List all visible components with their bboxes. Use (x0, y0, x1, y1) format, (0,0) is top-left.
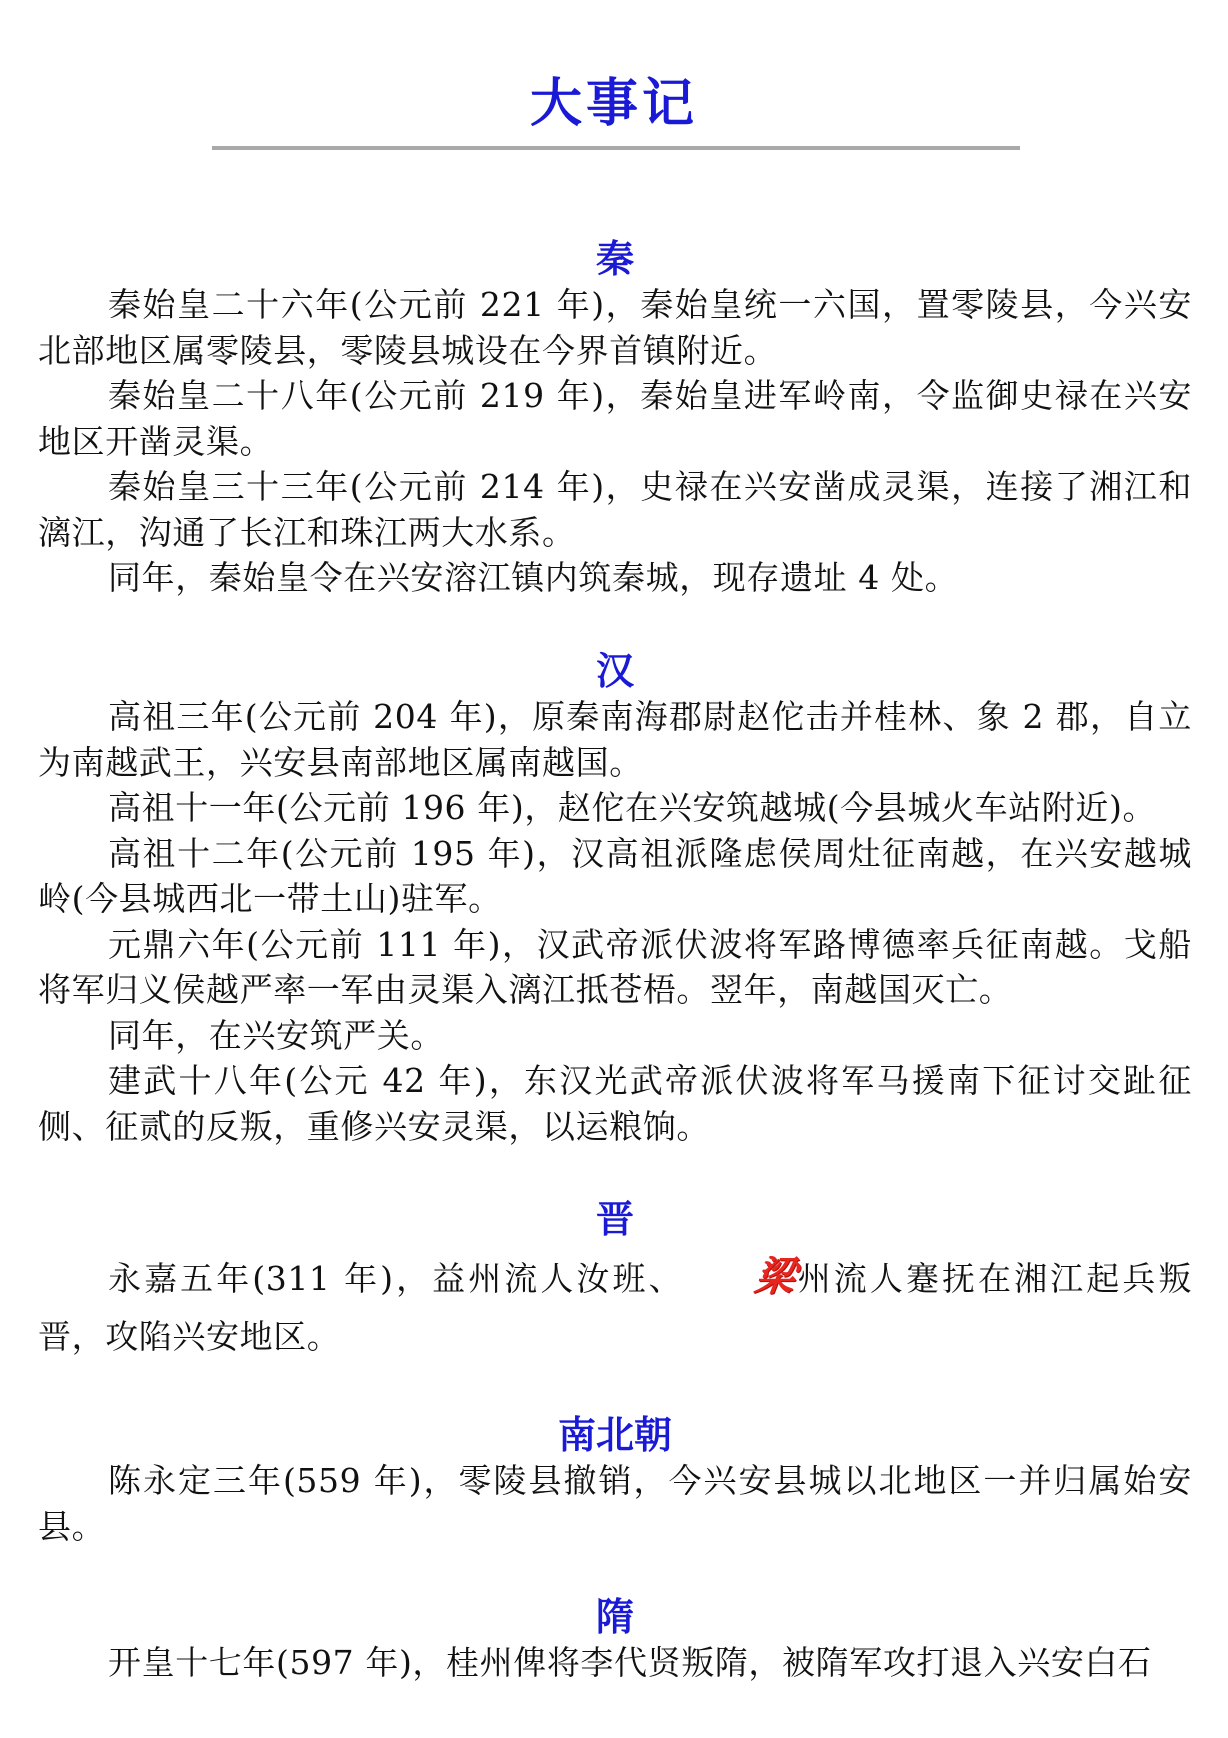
entry-paragraph: 秦始皇三十三年(公元前 214 年)，史禄在兴安凿成灵渠，连接了湘江和漓江，沟通了长江和珠江两大水系。 (38, 467, 1192, 552)
era-heading: 秦 (595, 236, 634, 281)
entry-paragraph: 高祖十二年(公元前 195 年)，汉高祖派隆虑侯周灶征南越，在兴安越城岭(今县城西北一带土山)驻军。 (38, 833, 1192, 918)
era-heading: 汉 (595, 648, 634, 693)
section-nanbeichao (38, 1412, 1192, 1549)
entry-paragraph: 同年，秦始皇令在兴安溶江镇内筑秦城，现存遗址 4 处。 (108, 558, 959, 597)
era-heading: 隋 (595, 1594, 634, 1639)
page-title: 大事记 (529, 73, 698, 134)
entry-paragraph: 高祖十一年(公元前 196 年)，赵佗在兴安筑越城(今县城火车站附近)。 (108, 788, 1157, 827)
entry-text-after: 州流人蹇抚在湘江起兵叛晋，攻陷兴安地区。 (38, 1259, 1192, 1356)
section-han (38, 648, 1192, 1149)
era-heading: 南北朝 (557, 1412, 672, 1457)
entry-paragraph: 开皇十七年(597 年)，桂州俾将李代贤叛隋，被隋军攻打退入兴安白石 (108, 1643, 1152, 1682)
entry-paragraph: 高祖三年(公元前 204 年)，原秦南海郡尉赵佗击并桂林、象 2 郡，自立为南越武王，兴安县南部地区属南越国。 (38, 697, 1192, 782)
section-jin (38, 1196, 1192, 1366)
section-qin (38, 236, 1192, 601)
entry-paragraph: 元鼎六年(公元前 111 年)，汉武帝派伏波将军路博德率兵征南越。戈船将军归义侯越严率一军由灵渠入漓江抵苍梧。翌年，南越国灭亡。 (38, 924, 1192, 1009)
entry-text-before: 永嘉五年(311 年)，益州流人汝班、 (108, 1259, 685, 1298)
entry-paragraph: 秦始皇二十八年(公元前 219 年)，秦始皇进军岭南，令监御史禄在兴安地区开凿灵渠。 (38, 376, 1192, 461)
entry-paragraph: 同年，在兴安筑严关。 (108, 1015, 444, 1055)
entry-paragraph: 秦始皇二十六年(公元前 221 年)，秦始皇统一六国，置零陵县，今兴安北部地区属零陵县，零陵县城设在今界首镇附近。 (38, 285, 1192, 370)
section-sui (38, 1594, 1192, 1686)
entry-paragraph: 陈永定三年(559 年)，零陵县撤销，今兴安县城以北地区一并归属始安县。 (38, 1461, 1192, 1546)
title-divider (212, 146, 1020, 150)
era-heading: 晋 (595, 1196, 634, 1241)
entry-paragraph (38, 1250, 1192, 1366)
entry-paragraph: 建武十八年(公元 42 年)，东汉光武帝派伏波将军马援南下征讨交趾征侧、征贰的反叛，重修兴安灵渠，以运粮饷。 (38, 1061, 1192, 1146)
highlighted-character: 梁 (751, 1253, 799, 1300)
